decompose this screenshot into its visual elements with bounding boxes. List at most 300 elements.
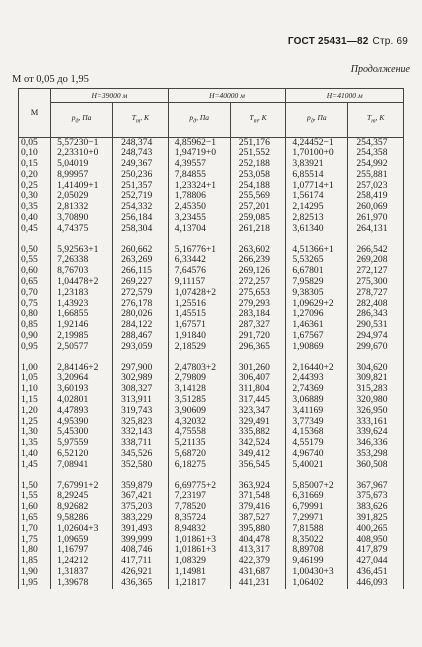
cell-pressure-40000: 1,14981 (168, 567, 230, 578)
cell-pressure-39000: 1,43923 (51, 299, 113, 310)
cell-pressure-39000: 1,41409+1 (51, 181, 113, 192)
cell-pressure-40000: 7,64576 (168, 266, 230, 277)
cell-mach: 1,65 (19, 513, 51, 524)
cell-temp-41000: 436,451 (348, 567, 404, 578)
cell-pressure-39000: 4,47893 (51, 406, 113, 417)
cell-mach: 1,85 (19, 556, 51, 567)
cell-temp-40000: 266,239 (230, 255, 286, 266)
cell-pressure-41000: 1,09629+2 (286, 299, 348, 310)
cell-temp-39000: 383,229 (113, 513, 169, 524)
subheader-temperature: $T_т$, К (113, 103, 169, 138)
cell-pressure-40000: 4,13704 (168, 224, 230, 235)
cell-temp-41000: 254,357 (348, 137, 404, 148)
table-row (19, 449, 404, 460)
table-row (19, 277, 404, 288)
cell-pressure-39000: 1,23183 (51, 288, 113, 299)
cell-pressure-39000: 6,52120 (51, 449, 113, 460)
cell-pressure-41000: 5,53265 (286, 255, 348, 266)
cell-temp-39000: 325,823 (113, 417, 169, 428)
page-header (288, 36, 408, 47)
spacer-cell (230, 471, 286, 481)
atmosphere-table (18, 88, 404, 589)
cell-pressure-39000: 3,70890 (51, 213, 113, 224)
cell-temp-40000: 275,653 (230, 288, 286, 299)
cell-temp-41000: 339,624 (348, 427, 404, 438)
cell-pressure-41000: 3,61340 (286, 224, 348, 235)
cell-mach: 0,80 (19, 309, 51, 320)
cell-pressure-40000: 1,91840 (168, 331, 230, 342)
cell-pressure-41000: 1,46361 (286, 320, 348, 331)
cell-pressure-40000: 6,18275 (168, 460, 230, 471)
group-header-41000: H=41000 м (286, 89, 404, 103)
cell-pressure-41000: 1,70100+0 (286, 148, 348, 159)
cell-temp-39000: 345,526 (113, 449, 169, 460)
spacer-cell (113, 471, 169, 481)
cell-temp-41000: 269,208 (348, 255, 404, 266)
cell-temp-41000: 346,336 (348, 438, 404, 449)
cell-temp-41000: 254,992 (348, 159, 404, 170)
cell-pressure-40000: 5,16776+1 (168, 245, 230, 256)
cell-temp-41000: 417,879 (348, 545, 404, 556)
cell-pressure-41000: 3,83921 (286, 159, 348, 170)
cell-pressure-40000: 8,35724 (168, 513, 230, 524)
table-row (19, 320, 404, 331)
spacer-cell (113, 235, 169, 245)
cell-pressure-39000: 5,92563+1 (51, 245, 113, 256)
cell-temp-41000: 258,419 (348, 191, 404, 202)
cell-pressure-39000: 5,04019 (51, 159, 113, 170)
cell-pressure-39000: 3,60193 (51, 384, 113, 395)
cell-pressure-40000: 3,90609 (168, 406, 230, 417)
cell-mach: 0,25 (19, 181, 51, 192)
cell-pressure-39000: 1,04478+2 (51, 277, 113, 288)
cell-mach: 0,35 (19, 202, 51, 213)
standard-title: ГОСТ 25431—82 (287, 36, 369, 47)
spacer-cell (348, 471, 404, 481)
cell-pressure-39000: 4,74375 (51, 224, 113, 235)
cell-mach: 0,30 (19, 191, 51, 202)
cell-pressure-40000: 1,08329 (168, 556, 230, 567)
cell-temp-41000: 254,358 (348, 148, 404, 159)
table-row (19, 202, 404, 213)
cell-temp-40000: 395,880 (230, 524, 286, 535)
table-row (19, 331, 404, 342)
cell-temp-39000: 302,989 (113, 373, 169, 384)
cell-mach: 0,45 (19, 224, 51, 235)
cell-pressure-40000: 1,45515 (168, 309, 230, 320)
cell-temp-40000: 371,548 (230, 491, 286, 502)
cell-temp-41000: 275,300 (348, 277, 404, 288)
cell-temp-39000: 258,304 (113, 224, 169, 235)
cell-temp-40000: 255,569 (230, 191, 286, 202)
cell-mach: 0,90 (19, 331, 51, 342)
cell-temp-41000: 264,131 (348, 224, 404, 235)
spacer-cell (168, 353, 230, 363)
table-row (19, 159, 404, 170)
cell-temp-40000: 257,201 (230, 202, 286, 213)
table-row (19, 535, 404, 546)
cell-temp-39000: 367,421 (113, 491, 169, 502)
cell-temp-40000: 296,365 (230, 342, 286, 353)
cell-pressure-39000: 1,31837 (51, 567, 113, 578)
cell-pressure-40000: 9,11157 (168, 277, 230, 288)
cell-temp-41000: 299,670 (348, 342, 404, 353)
cell-temp-40000: 323,347 (230, 406, 286, 417)
cell-temp-41000: 383,626 (348, 502, 404, 513)
table-row (19, 427, 404, 438)
cell-temp-39000: 308,327 (113, 384, 169, 395)
table-row (19, 545, 404, 556)
cell-temp-40000: 335,882 (230, 427, 286, 438)
cell-pressure-40000: 4,32032 (168, 417, 230, 428)
cell-pressure-41000: 7,95829 (286, 277, 348, 288)
cell-temp-41000: 260,069 (348, 202, 404, 213)
cell-pressure-41000: 2,14295 (286, 202, 348, 213)
cell-pressure-41000: 6,31669 (286, 491, 348, 502)
cell-temp-39000: 352,580 (113, 460, 169, 471)
cell-temp-39000: 426,921 (113, 567, 169, 578)
cell-temp-41000: 315,283 (348, 384, 404, 395)
spacer-cell (19, 471, 51, 481)
cell-mach: 0,05 (19, 137, 51, 148)
table-row (19, 266, 404, 277)
cell-mach: 1,80 (19, 545, 51, 556)
cell-pressure-41000: 6,67801 (286, 266, 348, 277)
cell-pressure-40000: 1,94719+0 (168, 148, 230, 159)
cell-temp-40000: 263,602 (230, 245, 286, 256)
cell-temp-40000: 251,552 (230, 148, 286, 159)
cell-mach: 1,70 (19, 524, 51, 535)
table-row (19, 567, 404, 578)
cell-temp-40000: 379,416 (230, 502, 286, 513)
cell-pressure-40000: 7,78520 (168, 502, 230, 513)
cell-pressure-40000: 2,47803+2 (168, 363, 230, 374)
cell-pressure-41000: 1,07714+1 (286, 181, 348, 192)
table-row (19, 417, 404, 428)
cell-mach: 0,55 (19, 255, 51, 266)
cell-pressure-40000: 2,18529 (168, 342, 230, 353)
table-body (19, 137, 404, 589)
cell-temp-39000: 332,143 (113, 427, 169, 438)
cell-temp-41000: 400,265 (348, 524, 404, 535)
cell-pressure-39000: 8,99957 (51, 170, 113, 181)
cell-temp-41000: 255,881 (348, 170, 404, 181)
cell-mach: 1,10 (19, 384, 51, 395)
table-row (19, 556, 404, 567)
block-spacer (19, 235, 404, 245)
cell-pressure-41000: 1,00430+3 (286, 567, 348, 578)
cell-pressure-41000: 9,46199 (286, 556, 348, 567)
cell-pressure-40000: 7,84855 (168, 170, 230, 181)
cell-pressure-39000: 2,84146+2 (51, 363, 113, 374)
cell-temp-40000: 329,491 (230, 417, 286, 428)
page-number: Стр. 69 (372, 36, 408, 47)
cell-pressure-40000: 1,21817 (168, 578, 230, 589)
cell-pressure-41000: 2,44393 (286, 373, 348, 384)
cell-temp-39000: 254,332 (113, 202, 169, 213)
cell-temp-40000: 422,379 (230, 556, 286, 567)
spacer-cell (19, 353, 51, 363)
cell-mach: 0,20 (19, 170, 51, 181)
cell-pressure-39000: 1,92146 (51, 320, 113, 331)
cell-pressure-39000: 2,05029 (51, 191, 113, 202)
cell-temp-41000: 333,161 (348, 417, 404, 428)
block-spacer (19, 471, 404, 481)
cell-mach: 1,75 (19, 535, 51, 546)
cell-temp-39000: 272,579 (113, 288, 169, 299)
cell-pressure-41000: 9,38305 (286, 288, 348, 299)
cell-pressure-41000: 1,56174 (286, 191, 348, 202)
cell-pressure-39000: 1,02604+3 (51, 524, 113, 535)
cell-pressure-41000: 8,89708 (286, 545, 348, 556)
cell-temp-40000: 283,184 (230, 309, 286, 320)
cell-temp-41000: 257,023 (348, 181, 404, 192)
cell-pressure-40000: 5,68720 (168, 449, 230, 460)
cell-temp-40000: 269,126 (230, 266, 286, 277)
cell-temp-40000: 272,257 (230, 277, 286, 288)
table-row (19, 363, 404, 374)
cell-mach: 1,55 (19, 491, 51, 502)
cell-mach: 1,40 (19, 449, 51, 460)
cell-pressure-39000: 8,29245 (51, 491, 113, 502)
table-row (19, 578, 404, 589)
table-row (19, 502, 404, 513)
cell-pressure-39000: 5,57230−1 (51, 137, 113, 148)
cell-temp-40000: 291,720 (230, 331, 286, 342)
cell-temp-41000: 309,821 (348, 373, 404, 384)
cell-temp-41000: 391,825 (348, 513, 404, 524)
cell-pressure-41000: 8,35022 (286, 535, 348, 546)
table-row (19, 299, 404, 310)
cell-temp-40000: 254,188 (230, 181, 286, 192)
cell-temp-39000: 250,236 (113, 170, 169, 181)
group-header-39000: H=39000 м (51, 89, 169, 103)
cell-pressure-41000: 7,81588 (286, 524, 348, 535)
cell-temp-39000: 276,178 (113, 299, 169, 310)
cell-pressure-40000: 3,23455 (168, 213, 230, 224)
cell-mach: 1,45 (19, 460, 51, 471)
cell-pressure-41000: 1,27096 (286, 309, 348, 320)
cell-temp-40000: 431,687 (230, 567, 286, 578)
cell-temp-41000: 367,967 (348, 481, 404, 492)
table-row (19, 148, 404, 159)
cell-temp-39000: 248,743 (113, 148, 169, 159)
subheader-pressure: $p_д$, Па (286, 103, 348, 138)
cell-temp-39000: 280,026 (113, 309, 169, 320)
spacer-cell (348, 353, 404, 363)
table-row (19, 524, 404, 535)
cell-temp-40000: 441,231 (230, 578, 286, 589)
cell-temp-40000: 301,260 (230, 363, 286, 374)
cell-temp-39000: 288,467 (113, 331, 169, 342)
table-row (19, 384, 404, 395)
cell-pressure-39000: 1,66855 (51, 309, 113, 320)
cell-temp-40000: 311,804 (230, 384, 286, 395)
cell-temp-40000: 261,218 (230, 224, 286, 235)
cell-mach: 0,60 (19, 266, 51, 277)
cell-pressure-41000: 4,55179 (286, 438, 348, 449)
table-row (19, 288, 404, 299)
cell-pressure-39000: 1,24212 (51, 556, 113, 567)
cell-pressure-39000: 1,39678 (51, 578, 113, 589)
cell-temp-39000: 248,374 (113, 137, 169, 148)
cell-pressure-40000: 2,79809 (168, 373, 230, 384)
cell-temp-39000: 408,746 (113, 545, 169, 556)
cell-mach: 1,00 (19, 363, 51, 374)
cell-temp-39000: 338,711 (113, 438, 169, 449)
cell-pressure-39000: 8,92682 (51, 502, 113, 513)
table-row (19, 224, 404, 235)
cell-pressure-40000: 4,75558 (168, 427, 230, 438)
cell-temp-39000: 359,879 (113, 481, 169, 492)
cell-temp-41000: 286,343 (348, 309, 404, 320)
cell-temp-40000: 252,188 (230, 159, 286, 170)
cell-pressure-41000: 3,41169 (286, 406, 348, 417)
cell-pressure-41000: 5,85007+2 (286, 481, 348, 492)
cell-pressure-39000: 4,02801 (51, 395, 113, 406)
cell-temp-41000: 408,950 (348, 535, 404, 546)
cell-mach: 1,35 (19, 438, 51, 449)
cell-pressure-39000: 2,23310+0 (51, 148, 113, 159)
cell-mach: 1,60 (19, 502, 51, 513)
cell-mach: 0,65 (19, 277, 51, 288)
cell-temp-41000: 266,542 (348, 245, 404, 256)
cell-pressure-41000: 4,96740 (286, 449, 348, 460)
cell-mach: 1,95 (19, 578, 51, 589)
cell-temp-40000: 413,317 (230, 545, 286, 556)
block-spacer (19, 353, 404, 363)
cell-temp-39000: 399,999 (113, 535, 169, 546)
cell-mach: 1,90 (19, 567, 51, 578)
cell-pressure-39000: 1,09659 (51, 535, 113, 546)
cell-pressure-39000: 2,50577 (51, 342, 113, 353)
cell-temp-40000: 387,527 (230, 513, 286, 524)
cell-temp-39000: 256,184 (113, 213, 169, 224)
cell-pressure-40000: 3,14128 (168, 384, 230, 395)
spacer-cell (230, 235, 286, 245)
cell-temp-40000: 349,412 (230, 449, 286, 460)
cell-temp-39000: 319,743 (113, 406, 169, 417)
table-row (19, 255, 404, 266)
cell-pressure-39000: 5,97559 (51, 438, 113, 449)
spacer-cell (286, 235, 348, 245)
cell-pressure-39000: 4,95390 (51, 417, 113, 428)
cell-pressure-40000: 4,39557 (168, 159, 230, 170)
cell-temp-40000: 342,524 (230, 438, 286, 449)
cell-pressure-41000: 2,74369 (286, 384, 348, 395)
cell-pressure-39000: 2,81332 (51, 202, 113, 213)
cell-pressure-41000: 4,15368 (286, 427, 348, 438)
continuation-label: Продолжение (350, 64, 410, 75)
cell-temp-41000: 375,673 (348, 491, 404, 502)
cell-pressure-39000: 8,76703 (51, 266, 113, 277)
subheader-pressure: $p_д$, Па (168, 103, 230, 138)
cell-temp-40000: 259,085 (230, 213, 286, 224)
cell-temp-41000: 353,298 (348, 449, 404, 460)
table-row (19, 481, 404, 492)
cell-temp-40000: 306,407 (230, 373, 286, 384)
cell-mach: 0,85 (19, 320, 51, 331)
cell-pressure-40000: 2,45350 (168, 202, 230, 213)
cell-pressure-41000: 6,79991 (286, 502, 348, 513)
cell-temp-39000: 297,900 (113, 363, 169, 374)
subheader-pressure: $p_д$, Па (51, 103, 113, 138)
cell-mach: 1,30 (19, 427, 51, 438)
cell-mach: 0,50 (19, 245, 51, 256)
subheader-temperature: $T_т$, К (230, 103, 286, 138)
table-row (19, 438, 404, 449)
cell-temp-41000: 272,127 (348, 266, 404, 277)
cell-temp-40000: 363,924 (230, 481, 286, 492)
cell-temp-39000: 266,115 (113, 266, 169, 277)
cell-pressure-41000: 5,40021 (286, 460, 348, 471)
table-row (19, 373, 404, 384)
table-row (19, 191, 404, 202)
cell-mach: 0,15 (19, 159, 51, 170)
cell-mach: 0,75 (19, 299, 51, 310)
cell-pressure-41000: 3,06889 (286, 395, 348, 406)
cell-pressure-41000: 1,67567 (286, 331, 348, 342)
cell-pressure-39000: 2,19985 (51, 331, 113, 342)
cell-mach: 1,05 (19, 373, 51, 384)
cell-pressure-39000: 7,26338 (51, 255, 113, 266)
cell-pressure-40000: 7,23197 (168, 491, 230, 502)
cell-pressure-40000: 4,85962−1 (168, 137, 230, 148)
cell-pressure-40000: 6,33442 (168, 255, 230, 266)
cell-mach: 1,20 (19, 406, 51, 417)
spacer-cell (51, 353, 113, 363)
table-row (19, 395, 404, 406)
subheader-temperature: $T_т$, К (348, 103, 404, 138)
cell-temp-39000: 375,203 (113, 502, 169, 513)
cell-temp-41000: 304,620 (348, 363, 404, 374)
spacer-cell (168, 471, 230, 481)
cell-pressure-41000: 1,90869 (286, 342, 348, 353)
spacer-cell (51, 471, 113, 481)
cell-mach: 0,40 (19, 213, 51, 224)
cell-pressure-40000: 8,94832 (168, 524, 230, 535)
spacer-cell (230, 353, 286, 363)
cell-temp-40000: 356,545 (230, 460, 286, 471)
table-row (19, 342, 404, 353)
group-header-40000: H=40000 м (168, 89, 286, 103)
cell-temp-39000: 249,367 (113, 159, 169, 170)
cell-pressure-41000: 3,77349 (286, 417, 348, 428)
cell-mach: 1,50 (19, 481, 51, 492)
cell-pressure-41000: 7,29971 (286, 513, 348, 524)
table-row (19, 213, 404, 224)
table-row (19, 491, 404, 502)
col-header-mach: M (19, 89, 51, 138)
cell-temp-41000: 446,093 (348, 578, 404, 589)
cell-pressure-41000: 1,06402 (286, 578, 348, 589)
cell-pressure-40000: 1,78806 (168, 191, 230, 202)
cell-pressure-39000: 7,67991+2 (51, 481, 113, 492)
cell-temp-40000: 317,445 (230, 395, 286, 406)
cell-temp-39000: 313,911 (113, 395, 169, 406)
cell-temp-41000: 282,408 (348, 299, 404, 310)
cell-pressure-40000: 1,01861+3 (168, 545, 230, 556)
table-row (19, 181, 404, 192)
spacer-cell (19, 235, 51, 245)
spacer-cell (113, 353, 169, 363)
cell-temp-39000: 251,357 (113, 181, 169, 192)
cell-mach: 0,10 (19, 148, 51, 159)
cell-temp-39000: 263,269 (113, 255, 169, 266)
cell-pressure-41000: 4,24452−1 (286, 137, 348, 148)
cell-temp-39000: 293,059 (113, 342, 169, 353)
cell-temp-41000: 261,970 (348, 213, 404, 224)
